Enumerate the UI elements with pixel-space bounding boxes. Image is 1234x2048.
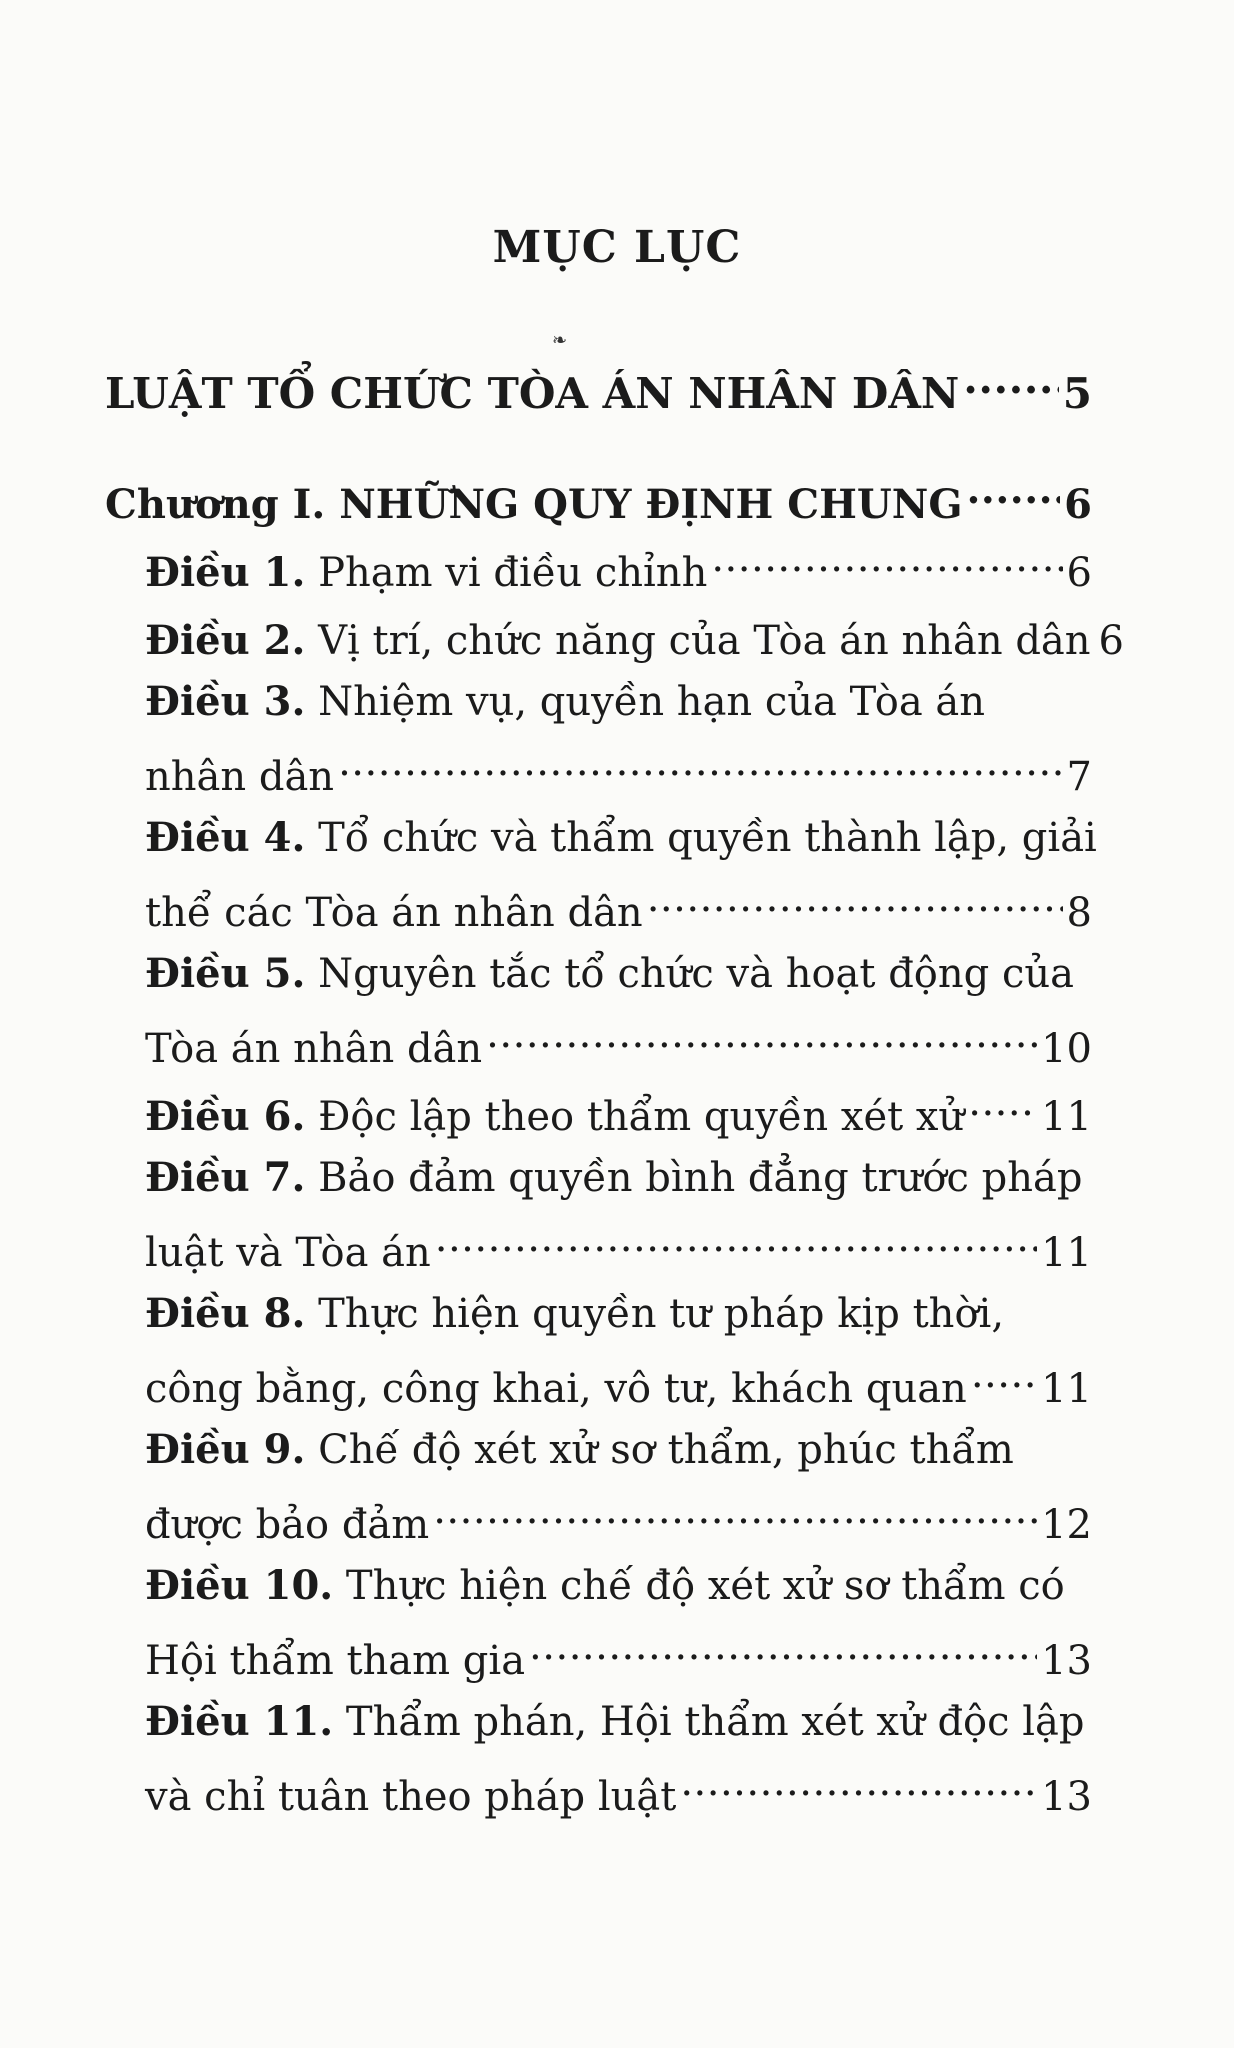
toc-entry-article-3-line-1[interactable] bbox=[145, 678, 1010, 725]
article-title-continued: Tòa án nhân dân bbox=[145, 1026, 483, 1072]
toc-page-number: 13 bbox=[1041, 1638, 1092, 1684]
toc-page-number: 5 bbox=[1062, 369, 1092, 419]
leader-dots bbox=[971, 1358, 1037, 1402]
article-title: Vị trí, chức năng của Tòa án nhân dân bbox=[318, 618, 1091, 664]
leader-dots bbox=[968, 1086, 1037, 1130]
article-title: Tổ chức và thẩm quyền thành lập, giải bbox=[318, 815, 1097, 861]
leader-dots bbox=[486, 1018, 1037, 1062]
toc-entry-article-9-line-2[interactable] bbox=[145, 1494, 1092, 1550]
page-title: MỤC LỤC bbox=[492, 222, 742, 273]
article-number: Điều 6. bbox=[145, 1093, 306, 1140]
toc-entry-article-7-line-2[interactable] bbox=[145, 1222, 1092, 1278]
toc-entry-article-9-line-1[interactable] bbox=[145, 1426, 1014, 1473]
toc-entry-article-4-line-2[interactable] bbox=[145, 882, 1092, 938]
toc-entry-article-7-line-1[interactable] bbox=[145, 1154, 1082, 1201]
article-number: Điều 2. bbox=[145, 617, 306, 664]
article-title: Bảo đảm quyền bình đẳng trước pháp bbox=[318, 1155, 1083, 1201]
toc-entry-label: Chương I. NHỮNG QUY ĐỊNH CHUNG bbox=[105, 481, 963, 528]
leader-dots bbox=[647, 882, 1063, 926]
toc-page-number: 10 bbox=[1041, 1026, 1092, 1072]
article-number: Điều 11. bbox=[145, 1698, 334, 1745]
article-title: Độc lập theo thẩm quyền xét xử bbox=[318, 1094, 965, 1140]
toc-page-number: 12 bbox=[1041, 1502, 1092, 1548]
article-title-continued: được bảo đảm bbox=[145, 1502, 430, 1548]
toc-entry-article-3-line-2[interactable] bbox=[145, 746, 1092, 802]
leader-dots bbox=[435, 1222, 1037, 1266]
article-number: Điều 9. bbox=[145, 1426, 306, 1473]
toc-entry-article-5-line-2[interactable] bbox=[145, 1018, 1092, 1074]
leader-dots bbox=[338, 746, 1062, 790]
article-title-continued: và chỉ tuân theo pháp luật bbox=[145, 1774, 677, 1820]
toc-entry-article-8-line-2[interactable] bbox=[145, 1358, 1092, 1414]
toc-entry-article-10-line-1[interactable] bbox=[145, 1562, 1065, 1609]
toc-entry-article-1[interactable] bbox=[145, 542, 1092, 598]
toc-page-number: 6 bbox=[1066, 550, 1092, 596]
article-number: Điều 8. bbox=[145, 1290, 306, 1337]
article-title: Chế độ xét xử sơ thẩm, phúc thẩm bbox=[318, 1427, 1014, 1473]
leader-dots bbox=[967, 474, 1061, 518]
toc-entry-article-10-line-2[interactable] bbox=[145, 1630, 1092, 1686]
article-title-continued: công bằng, công khai, vô tư, khách quan bbox=[145, 1366, 967, 1412]
ornament-icon: ❧ bbox=[552, 330, 568, 351]
article-title: Nguyên tắc tổ chức và hoạt động của bbox=[318, 951, 1074, 997]
article-title-continued: thể các Tòa án nhân dân bbox=[145, 890, 643, 936]
toc-page-number: 8 bbox=[1066, 890, 1092, 936]
article-number: Điều 5. bbox=[145, 950, 306, 997]
leader-dots bbox=[680, 1766, 1037, 1810]
article-title-continued: Hội thẩm tham gia bbox=[145, 1638, 526, 1684]
article-title: Thẩm phán, Hội thẩm xét xử độc lập bbox=[345, 1699, 1085, 1745]
leader-dots bbox=[529, 1630, 1037, 1674]
leader-dots bbox=[433, 1494, 1037, 1538]
article-title: Thực hiện chế độ xét xử sơ thẩm có bbox=[345, 1563, 1065, 1609]
toc-entry-article-5-line-1[interactable] bbox=[145, 950, 1074, 997]
toc-entry-article-11-line-2[interactable] bbox=[145, 1766, 1092, 1822]
toc-page-number: 7 bbox=[1066, 754, 1092, 800]
leader-dots bbox=[711, 542, 1062, 586]
toc-entry-chapter-1[interactable] bbox=[105, 474, 1092, 530]
toc-entry-article-8-line-1[interactable] bbox=[145, 1290, 1004, 1337]
article-number: Điều 7. bbox=[145, 1154, 306, 1201]
article-number: Điều 4. bbox=[145, 814, 306, 861]
article-number: Điều 3. bbox=[145, 678, 306, 725]
toc-page-number: 11 bbox=[1041, 1366, 1092, 1412]
toc-entry-law[interactable] bbox=[105, 362, 1092, 418]
toc-entry-article-2[interactable] bbox=[145, 610, 1124, 666]
article-title: Nhiệm vụ, quyền hạn của Tòa án bbox=[318, 679, 986, 725]
article-number: Điều 10. bbox=[145, 1562, 334, 1609]
article-title-continued: luật và Tòa án bbox=[145, 1230, 431, 1276]
leader-dots bbox=[963, 362, 1058, 408]
toc-page-number: 6 bbox=[1098, 618, 1124, 664]
toc-entry-article-6[interactable] bbox=[145, 1086, 1092, 1142]
toc-page-number: 11 bbox=[1041, 1230, 1092, 1276]
toc-entry-article-11-line-1[interactable] bbox=[145, 1698, 1085, 1745]
article-title-continued: nhân dân bbox=[145, 754, 335, 800]
toc-page-number: 13 bbox=[1041, 1774, 1092, 1820]
toc-page-number: 6 bbox=[1064, 481, 1092, 528]
article-number: Điều 1. bbox=[145, 549, 306, 596]
article-title: Phạm vi điều chỉnh bbox=[318, 550, 708, 596]
toc-page-number: 11 bbox=[1041, 1094, 1092, 1140]
toc-entry-article-4-line-1[interactable] bbox=[145, 814, 1097, 861]
toc-entry-label: LUẬT TỔ CHỨC TÒA ÁN NHÂN DÂN bbox=[105, 369, 960, 419]
article-title: Thực hiện quyền tư pháp kịp thời, bbox=[318, 1291, 1005, 1337]
